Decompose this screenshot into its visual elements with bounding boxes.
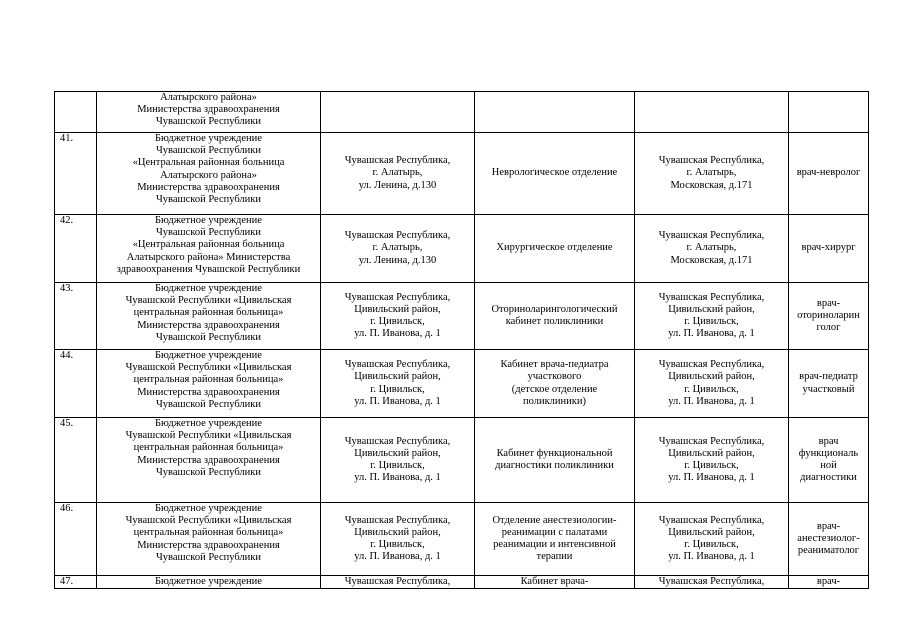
cell-line: ул. П. Иванова, д. 1: [668, 551, 755, 563]
address-cell: [321, 503, 475, 576]
row-number-cell: [55, 92, 97, 133]
table-row: [55, 283, 869, 350]
cell-line: Чувашская Республика,: [344, 576, 451, 587]
cell-line: ул. Ленина, д.130: [358, 179, 437, 191]
cell-line: Чувашской Республики: [155, 227, 262, 239]
cell-line: здравоохранения Чувашской Республики: [116, 263, 301, 275]
organization-cell: [97, 350, 321, 418]
cell-line: Чувашская Республика,: [658, 514, 765, 526]
cell-line: Чувашской Республики: [155, 331, 262, 343]
cell-line: центральная районная больница»: [133, 307, 284, 319]
row-number-cell: 45.: [55, 418, 97, 503]
cell-line: центральная районная больница»: [133, 442, 284, 454]
cell-line: ул. П. Иванова, д. 1: [668, 395, 755, 407]
cell-line: Бюджетное учреждение: [155, 503, 262, 514]
row-number-cell: 44.: [55, 350, 97, 418]
cell-line: Чувашской Республики «Цивильская: [125, 515, 292, 527]
cell-line: Чувашская Республика,: [344, 155, 451, 167]
table-row: [55, 576, 869, 589]
cell-line: Бюджетное учреждение: [155, 576, 262, 587]
cell-line: врач-: [816, 576, 841, 587]
cell-line: Цивильский район,: [354, 447, 441, 459]
cell-line: Алатырского района»: [160, 169, 257, 181]
cell-line: Чувашской Республики: [155, 194, 262, 206]
cell-line: «Центральная районная больница: [132, 157, 285, 169]
cell-line: Чувашской Республики «Цивильская: [125, 430, 292, 442]
cell-line: диагностики поликлиники: [495, 460, 614, 471]
organization-cell: [97, 283, 321, 350]
cell-line: врач-: [816, 297, 841, 309]
organization-cell: [97, 92, 321, 133]
organization-cell: [97, 418, 321, 503]
cell-line: Чувашской Республики: [155, 398, 262, 410]
cell-line: Московская, д.171: [670, 254, 753, 266]
cell-line: Оториноларингологический: [491, 303, 618, 315]
table-row: [55, 215, 869, 283]
cell-line: Хирургическое отделение: [496, 242, 613, 254]
workplace-address-cell: [635, 418, 789, 503]
cell-line: Бюджетное учреждение: [155, 133, 262, 144]
clinics-table: [54, 91, 869, 589]
table-row: [55, 350, 869, 418]
cell-line: Чувашская Республика,: [344, 359, 451, 371]
cell-line: г. Алатырь,: [372, 167, 423, 179]
cell-line: ул. П. Иванова, д. 1: [354, 395, 441, 407]
position-cell: [789, 418, 869, 503]
cell-line: Чувашская Республика,: [658, 230, 765, 242]
address-cell: [321, 418, 475, 503]
cell-line: Чувашской Республики: [155, 145, 262, 157]
cell-line: г. Цивильск,: [370, 460, 425, 471]
position-cell: [789, 576, 869, 589]
cell-line: Кабинет функциональной: [496, 447, 613, 459]
cell-line: Бюджетное учреждение: [155, 350, 262, 361]
cell-line: Цивильский район,: [668, 303, 755, 315]
cell-line: Чувашская Республика,: [658, 291, 765, 303]
cell-line: Чувашская Республика,: [344, 514, 451, 526]
cell-line: реанимации и интенсивной: [493, 539, 616, 550]
cell-line: Цивильский район,: [668, 447, 755, 459]
department-cell: [475, 350, 635, 418]
table-row: [55, 418, 869, 503]
cell-line: Отделение анестезиологии-: [492, 514, 617, 526]
cell-line: ул. П. Иванова, д. 1: [354, 328, 441, 340]
cell-line: Кабинет врача-педиатра: [500, 359, 609, 371]
cell-line: г. Алатырь,: [686, 242, 737, 254]
cell-line: Чувашской Республики: [155, 466, 262, 478]
cell-line: Чувашская Республика,: [658, 435, 765, 447]
cell-line: врач: [818, 435, 839, 447]
row-number-cell: 47.: [55, 576, 97, 589]
cell-line: Цивильский район,: [354, 303, 441, 315]
department-cell: [475, 503, 635, 576]
cell-line: ул. П. Иванова, д. 1: [354, 472, 441, 484]
cell-line: Цивильский район,: [668, 526, 755, 538]
cell-line: центральная районная больница»: [133, 527, 284, 539]
address-cell: [321, 215, 475, 283]
cell-line: Чувашская Республика,: [658, 155, 765, 167]
row-number-cell: 43.: [55, 283, 97, 350]
cell-line: г. Цивильск,: [684, 539, 739, 550]
organization-cell: [97, 503, 321, 576]
address-cell: [321, 283, 475, 350]
cell-line: анестезиолог-: [797, 532, 860, 544]
workplace-address-cell: [635, 503, 789, 576]
cell-line: (детское отделение: [511, 383, 598, 395]
workplace-address-cell: [635, 133, 789, 215]
cell-line: Цивильский район,: [354, 371, 441, 383]
cell-line: Чувашская Республика,: [658, 359, 765, 371]
cell-line: ул. П. Иванова, д. 1: [354, 551, 441, 563]
cell-line: Чувашской Республики «Цивильская: [125, 295, 292, 307]
department-cell: [475, 418, 635, 503]
organization-cell: [97, 133, 321, 215]
cell-line: ной: [820, 460, 837, 471]
cell-line: ул. П. Иванова, д. 1: [668, 472, 755, 484]
cell-line: Чувашская Республика,: [344, 291, 451, 303]
department-cell: [475, 133, 635, 215]
cell-line: Алатырского района» Министерства: [126, 251, 291, 263]
cell-line: Министерства здравоохранения: [137, 454, 280, 466]
cell-line: Алатырского района»: [160, 92, 257, 103]
cell-line: врач-педиатр: [799, 371, 858, 383]
position-cell: [789, 133, 869, 215]
cell-line: Министерства здравоохранения: [137, 539, 280, 551]
cell-line: Бюджетное учреждение: [155, 418, 262, 429]
position-cell: [789, 215, 869, 283]
workplace-address-cell: [635, 576, 789, 589]
cell-line: Бюджетное учреждение: [155, 283, 262, 294]
cell-line: г. Алатырь,: [686, 167, 737, 179]
address-cell: [321, 350, 475, 418]
cell-line: участковый: [802, 383, 855, 395]
workplace-address-cell: [635, 350, 789, 418]
cell-line: врач-: [816, 520, 841, 532]
cell-line: голог: [816, 322, 841, 334]
cell-line: Неврологическое отделение: [491, 167, 618, 179]
cell-line: терапии: [536, 551, 573, 563]
cell-line: Цивильский район,: [668, 371, 755, 383]
cell-line: Министерства здравоохранения: [137, 386, 280, 398]
workplace-address-cell: [635, 92, 789, 133]
department-cell: [475, 576, 635, 589]
position-cell: [789, 350, 869, 418]
cell-line: поликлиники): [522, 395, 586, 407]
cell-line: Министерства здравоохранения: [137, 319, 280, 331]
workplace-address-cell: [635, 283, 789, 350]
address-cell: [321, 133, 475, 215]
cell-line: диагностики: [800, 472, 857, 484]
row-number-cell: 46.: [55, 503, 97, 576]
cell-line: реаниматолог: [797, 545, 860, 557]
cell-line: Чувашской Республики: [155, 551, 262, 563]
cell-line: врач-хирург: [801, 242, 856, 254]
organization-cell: [97, 215, 321, 283]
position-cell: [789, 283, 869, 350]
cell-line: ул. Ленина, д.130: [358, 254, 437, 266]
cell-line: Чувашская Республика,: [344, 230, 451, 242]
row-number-cell: 42.: [55, 215, 97, 283]
organization-cell: [97, 576, 321, 589]
cell-line: центральная районная больница»: [133, 374, 284, 386]
department-cell: [475, 92, 635, 133]
cell-line: реанимации с палатами: [501, 526, 608, 538]
table-body: [55, 92, 869, 589]
cell-line: г. Алатырь,: [372, 242, 423, 254]
cell-line: Чувашская Республика,: [344, 435, 451, 447]
address-cell: [321, 92, 475, 133]
cell-line: Бюджетное учреждение: [155, 215, 262, 226]
cell-line: участкового: [527, 371, 582, 383]
cell-line: г. Цивильск,: [684, 316, 739, 327]
table-row: [55, 92, 869, 133]
cell-line: Чувашская Республика,: [658, 576, 765, 587]
cell-line: Цивильский район,: [354, 526, 441, 538]
cell-line: г. Цивильск,: [684, 460, 739, 471]
cell-line: функциональ: [798, 447, 859, 459]
cell-line: Чувашской Республики «Цивильская: [125, 362, 292, 374]
cell-line: г. Цивильск,: [370, 539, 425, 550]
cell-line: Министерства здравоохранения: [137, 104, 280, 116]
address-cell: [321, 576, 475, 589]
cell-line: Кабинет врача-: [520, 576, 589, 587]
cell-line: врач-невролог: [796, 167, 861, 179]
workplace-address-cell: [635, 215, 789, 283]
position-cell: [789, 92, 869, 133]
cell-line: Чувашской Республики: [155, 116, 262, 128]
position-cell: [789, 503, 869, 576]
table-row: [55, 133, 869, 215]
cell-line: ул. П. Иванова, д. 1: [668, 328, 755, 340]
cell-line: г. Цивильск,: [684, 383, 739, 395]
cell-line: кабинет поликлиники: [505, 316, 604, 327]
cell-line: г. Цивильск,: [370, 383, 425, 395]
cell-line: Министерства здравоохранения: [137, 181, 280, 193]
table-row: [55, 503, 869, 576]
cell-line: «Центральная районная больница: [132, 239, 285, 251]
cell-line: оториноларин: [797, 309, 860, 321]
department-cell: [475, 215, 635, 283]
department-cell: [475, 283, 635, 350]
row-number-cell: 41.: [55, 133, 97, 215]
cell-line: г. Цивильск,: [370, 316, 425, 327]
cell-line: Московская, д.171: [670, 179, 753, 191]
